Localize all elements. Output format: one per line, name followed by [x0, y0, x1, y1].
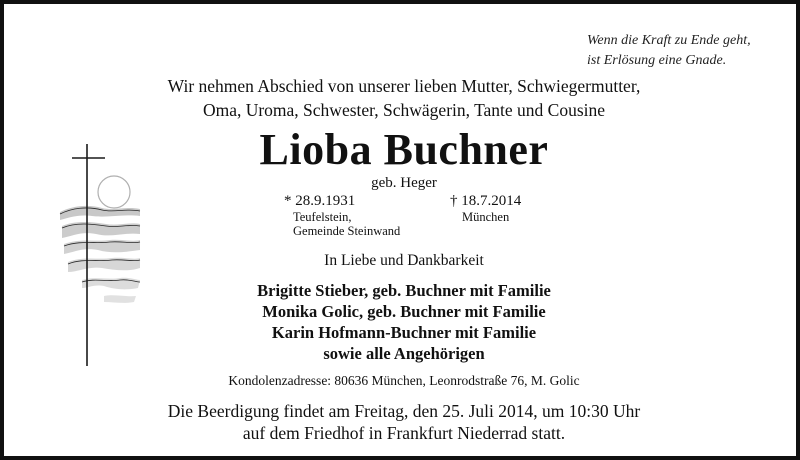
gratitude-line: In Liebe und Dankbarkeit — [324, 252, 484, 269]
mourner-line: Brigitte Stieber, geb. Buchner mit Familie — [257, 281, 551, 300]
quote-line-1: Wenn die Kraft zu Ende geht, — [587, 33, 751, 48]
death-date: † 18.7.2014 — [450, 193, 522, 209]
maiden-name: geb. Heger — [371, 175, 437, 191]
cross-icon — [72, 144, 105, 366]
hills-wash — [60, 206, 140, 303]
death-place: München — [462, 210, 510, 224]
birth-date: * 28.9.1931 — [284, 193, 356, 209]
mourners-list — [204, 280, 604, 364]
mourner-line: Karin Hofmann-Buchner mit Familie — [271, 323, 537, 342]
intro-text — [144, 74, 664, 122]
intro-line-1: Wir nehmen Abschied von unserer lieben Mutter, Schwiegermutter, — [167, 76, 641, 96]
sun-shape — [98, 176, 130, 208]
funeral-info — [134, 400, 674, 444]
epigraph-quote — [587, 31, 787, 71]
birth-place-line-2: Gemeinde Steinwand — [293, 224, 401, 238]
mourner-line: Monika Golic, geb. Buchner mit Familie — [262, 302, 546, 321]
intro-line-2: Oma, Uroma, Schwester, Schwägerin, Tante und Cousine — [202, 100, 606, 120]
birth-place — [293, 210, 400, 238]
cross-landscape-illustration — [42, 134, 142, 374]
condolence-address: Kondolenzadresse: 80636 München, Leonrodstraße 76, M. Golic — [228, 373, 580, 388]
deceased-name: Lioba Buchner — [259, 125, 549, 174]
funeral-line-1: Die Beerdigung findet am Freitag, den 25. Juli 2014, um 10:30 Uhr — [167, 401, 641, 421]
quote-line-2: ist Erlösung eine Gnade. — [587, 53, 727, 68]
birth-place-line-1: Teufelstein, — [293, 210, 352, 224]
mourner-line: sowie alle Angehörigen — [323, 344, 485, 363]
funeral-line-2: auf dem Friedhof in Frankfurt Niederrad statt. — [242, 423, 566, 443]
